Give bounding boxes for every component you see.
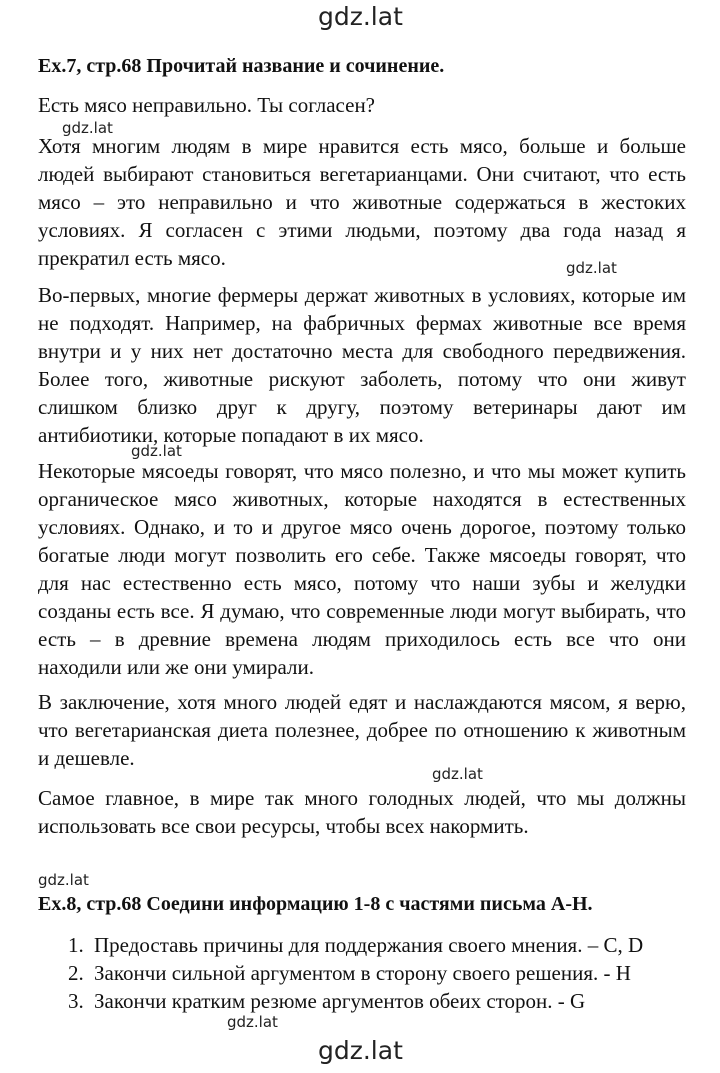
list-item-number: 2. — [68, 961, 84, 985]
watermark: gdz.lat — [227, 1013, 278, 1031]
watermark-top: gdz.lat — [318, 2, 403, 31]
list-item — [68, 931, 643, 959]
answer-list — [68, 931, 643, 1015]
paragraph-1: Хотя многим людям в мире нравится есть мясо, больше и больше людей выбирают становиться вегетарианцами. Они считают, что есть мясо – это неправильно и что животные содержаться в жестоких условиях. Я согласен с этими людьми, поэтому два года назад я прекратил есть мясо. — [38, 134, 686, 270]
watermark-bottom: gdz.lat — [318, 1036, 403, 1065]
watermark: gdz.lat — [432, 765, 483, 783]
paragraph-2: Во-первых, многие фермеры держат животных в условиях, которые им не подходят. Например, на фабричных фермах животные все время внутри и у них нет достаточно места для свободного передвижения. Более того, животные рискуют заболеть, потому что они живут слишком близко друг к другу, поэтому ветеринары дают им антибиотики, которые попадают в их мясо. — [38, 283, 686, 447]
watermark: gdz.lat — [131, 442, 182, 460]
watermark: gdz.lat — [38, 871, 89, 889]
essay-title: Есть мясо неправильно. Ты согласен? — [38, 93, 376, 117]
list-item-text: Закончи сильной аргументом в сторону своего решения. - H — [94, 961, 631, 985]
ex7-heading: Ex.7, стр.68 Прочитай название и сочинение. — [38, 55, 445, 77]
list-item-text: Закончи кратким резюме аргументов обеих сторон. - G — [94, 989, 586, 1013]
paragraph-4: В заключение, хотя много людей едят и наслаждаются мясом, я верю, что вегетарианская диета полезнее, добрее по отношению к животным и дешевле. — [38, 690, 686, 770]
paragraph-5: Самое главное, в мире так много голодных людей, что мы должны использовать все свои ресурсы, чтобы всех накормить. — [38, 786, 686, 838]
list-item-number: 1. — [68, 933, 84, 957]
list-item-text: Предоставь причины для поддержания своего мнения. – C, D — [94, 933, 644, 957]
list-item-number: 3. — [68, 989, 84, 1013]
ex8-heading: Ex.8, стр.68 Соедини информацию 1-8 с частями письма A-H. — [38, 893, 593, 915]
list-item — [68, 959, 643, 987]
watermark: gdz.lat — [566, 259, 617, 277]
watermark: gdz.lat — [62, 119, 113, 137]
paragraph-3: Некоторые мясоеды говорят, что мясо полезно, и что мы может купить органическое мясо животных, которые находятся в естественных условиях. Однако, и то и другое мясо очень дорогое, поэтому только богатые люди могут позволить его себе. Также мясоеды говорят, что для нас естественно есть мясо, потому что наши зубы и желудки созданы есть все. Я думаю, что современные люди могут выбирать, что есть – в древние времена людям приходилось есть все что они находили или же они умирали. — [38, 459, 686, 679]
list-item — [68, 987, 643, 1015]
